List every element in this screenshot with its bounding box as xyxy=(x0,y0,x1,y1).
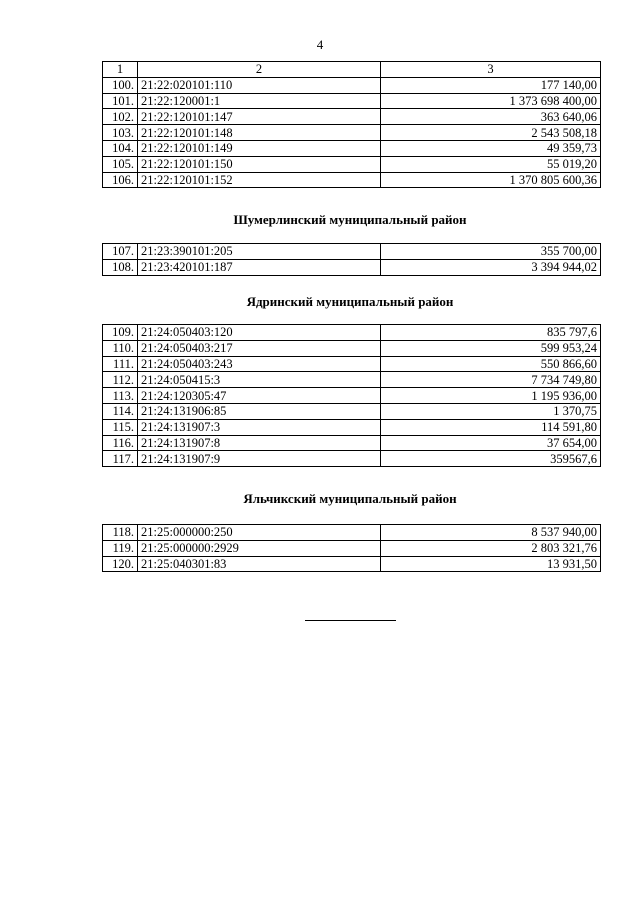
row-number: 118. xyxy=(103,525,138,541)
cadastral-number: 21:24:131907:9 xyxy=(138,451,381,467)
table-row xyxy=(103,372,601,388)
header-cell-value: 3 xyxy=(381,62,601,78)
section-title-shumerlinsky: Шумерлинский муниципальный район xyxy=(233,212,467,227)
table-row xyxy=(103,403,601,419)
table-row xyxy=(103,125,601,141)
table-row xyxy=(103,140,601,156)
row-number: 112. xyxy=(103,372,138,388)
cadastral-value: 8 537 940,00 xyxy=(381,525,601,541)
row-number: 107. xyxy=(103,244,138,260)
table-row xyxy=(103,525,601,541)
cadastral-value: 3 394 944,02 xyxy=(381,259,601,275)
table-row xyxy=(103,77,601,93)
page-number: 4 xyxy=(316,37,324,52)
row-number: 102. xyxy=(103,109,138,125)
cadastral-number: 21:24:050403:243 xyxy=(138,356,381,372)
table-section-4 xyxy=(102,524,601,572)
cadastral-number: 21:24:050415:3 xyxy=(138,372,381,388)
table-row xyxy=(103,172,601,188)
table-section-1 xyxy=(102,61,601,188)
cadastral-value: 363 640,06 xyxy=(381,109,601,125)
cadastral-number: 21:22:120101:152 xyxy=(138,172,381,188)
cadastral-value: 1 373 698 400,00 xyxy=(381,93,601,109)
cadastral-value: 1 370 805 600,36 xyxy=(381,172,601,188)
cadastral-number: 21:22:120101:149 xyxy=(138,140,381,156)
cadastral-value: 359567,6 xyxy=(381,451,601,467)
row-number: 115. xyxy=(103,419,138,435)
row-number: 119. xyxy=(103,540,138,556)
cadastral-number: 21:23:420101:187 xyxy=(138,259,381,275)
table-row xyxy=(103,388,601,404)
cadastral-value: 114 591,80 xyxy=(381,419,601,435)
cadastral-number: 21:25:000000:2929 xyxy=(138,540,381,556)
row-number: 103. xyxy=(103,125,138,141)
table-row xyxy=(103,451,601,467)
table-row xyxy=(103,325,601,341)
table-row xyxy=(103,244,601,260)
cadastral-value: 835 797,6 xyxy=(381,325,601,341)
section-title-yalchiksky: Яльчикский муниципальный район xyxy=(243,491,457,506)
table-section-2 xyxy=(102,243,601,276)
cadastral-number: 21:23:390101:205 xyxy=(138,244,381,260)
table-section-3 xyxy=(102,324,601,467)
row-number: 110. xyxy=(103,340,138,356)
cadastral-value: 355 700,00 xyxy=(381,244,601,260)
row-number: 105. xyxy=(103,156,138,172)
table-row xyxy=(103,259,601,275)
section-title-yadrinsky: Ядринский муниципальный район xyxy=(246,294,454,309)
cadastral-value: 1 370,75 xyxy=(381,403,601,419)
cadastral-number: 21:22:120101:147 xyxy=(138,109,381,125)
row-number: 101. xyxy=(103,93,138,109)
row-number: 104. xyxy=(103,140,138,156)
cadastral-value: 13 931,50 xyxy=(381,556,601,572)
header-cell-cadastral: 2 xyxy=(138,62,381,78)
row-number: 109. xyxy=(103,325,138,341)
cadastral-value: 2 803 321,76 xyxy=(381,540,601,556)
cadastral-value: 1 195 936,00 xyxy=(381,388,601,404)
table-row xyxy=(103,435,601,451)
cadastral-value: 2 543 508,18 xyxy=(381,125,601,141)
table-row xyxy=(103,356,601,372)
signature-line xyxy=(305,620,396,621)
row-number: 100. xyxy=(103,77,138,93)
row-number: 111. xyxy=(103,356,138,372)
row-number: 106. xyxy=(103,172,138,188)
cadastral-value: 37 654,00 xyxy=(381,435,601,451)
cadastral-number: 21:24:050403:120 xyxy=(138,325,381,341)
table-row xyxy=(103,540,601,556)
row-number: 117. xyxy=(103,451,138,467)
row-number: 108. xyxy=(103,259,138,275)
header-cell-number: 1 xyxy=(103,62,138,78)
cadastral-number: 21:22:120101:148 xyxy=(138,125,381,141)
row-number: 116. xyxy=(103,435,138,451)
cadastral-number: 21:22:120001:1 xyxy=(138,93,381,109)
cadastral-value: 49 359,73 xyxy=(381,140,601,156)
cadastral-value: 7 734 749,80 xyxy=(381,372,601,388)
row-number: 114. xyxy=(103,403,138,419)
table-row xyxy=(103,556,601,572)
cadastral-number: 21:22:020101:110 xyxy=(138,77,381,93)
table-row xyxy=(103,340,601,356)
cadastral-value: 177 140,00 xyxy=(381,77,601,93)
table-header-row xyxy=(103,62,601,78)
table-row xyxy=(103,156,601,172)
table-row xyxy=(103,419,601,435)
cadastral-number: 21:22:120101:150 xyxy=(138,156,381,172)
table-row xyxy=(103,93,601,109)
cadastral-value: 599 953,24 xyxy=(381,340,601,356)
cadastral-number: 21:24:131907:3 xyxy=(138,419,381,435)
cadastral-number: 21:24:131906:85 xyxy=(138,403,381,419)
cadastral-number: 21:25:000000:250 xyxy=(138,525,381,541)
cadastral-value: 550 866,60 xyxy=(381,356,601,372)
cadastral-number: 21:24:050403:217 xyxy=(138,340,381,356)
cadastral-value: 55 019,20 xyxy=(381,156,601,172)
cadastral-number: 21:24:120305:47 xyxy=(138,388,381,404)
cadastral-number: 21:24:131907:8 xyxy=(138,435,381,451)
cadastral-number: 21:25:040301:83 xyxy=(138,556,381,572)
row-number: 120. xyxy=(103,556,138,572)
row-number: 113. xyxy=(103,388,138,404)
table-row xyxy=(103,109,601,125)
